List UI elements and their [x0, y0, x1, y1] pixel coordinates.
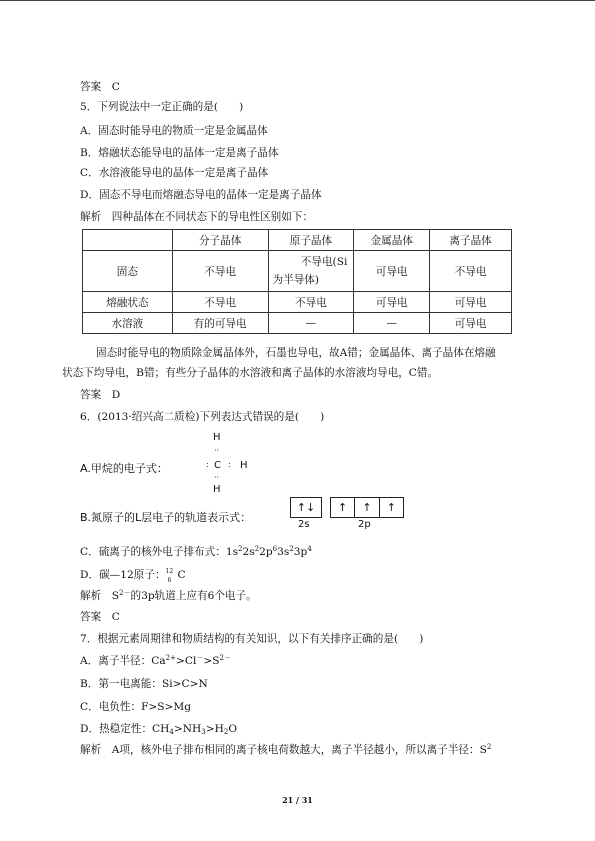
q6-option-a-label: A.甲烷的电子式：	[80, 462, 168, 475]
element-symbol: C	[177, 569, 186, 581]
superscript: 2	[486, 743, 492, 751]
orbital-2p-cell: ↑	[331, 498, 355, 517]
superscript: 6	[272, 545, 278, 553]
mass-number: 12	[165, 568, 174, 575]
orbital-term: 2s	[242, 546, 255, 558]
table-header-cell	[83, 230, 173, 251]
table-row	[83, 251, 512, 292]
q7-option-a-text: A．离子半径：Ca	[80, 655, 166, 667]
orbital-term: 2p	[259, 546, 273, 558]
q6-answer: 答案 C	[80, 611, 120, 623]
table-header-cell: 原子晶体	[268, 230, 354, 251]
lewis-h-right: H	[240, 460, 248, 471]
orbital-term: 3p	[293, 546, 308, 558]
atomic-number: 6	[167, 577, 172, 584]
q7-option-a-text: >Cl	[175, 655, 197, 667]
q5-analysis-intro: 解析 四种晶体在不同状态下的导电性区别如下：	[80, 211, 314, 223]
q6-analysis-text: 的3p轨道上应有6个电子。	[130, 590, 257, 602]
nitrogen-orbital-diagram	[80, 497, 400, 533]
lewis-pair-top: ··	[214, 446, 220, 455]
table-cell: 有的可导电	[172, 313, 268, 334]
superscript: 2	[289, 545, 294, 553]
subscript: 2	[223, 728, 229, 736]
table-cell: 不导电	[172, 292, 268, 313]
q7-option-a	[80, 654, 231, 668]
table-cell: —	[268, 313, 354, 334]
q7-analysis-text: 解析 A项，核外电子排布相同的离子核电荷数越大，离子半径越小，所以离子半径：S	[80, 744, 487, 756]
superscript: 2－	[119, 589, 131, 597]
q7-option-d-text: >H	[205, 723, 224, 735]
subscript: 4	[169, 728, 174, 736]
superscript: 2－	[219, 654, 231, 662]
table-cell: 不导电	[268, 292, 354, 313]
superscript: 4	[307, 545, 312, 553]
q5-option-d: D．固态不导电而熔融态导电的晶体一定是离子晶体	[80, 189, 322, 201]
table-cell: 可导电	[430, 313, 512, 334]
table-header-row	[83, 230, 512, 251]
q6-analysis-text: 解析 S	[80, 590, 120, 602]
subscript: 3	[201, 728, 206, 736]
top-rule	[0, 0, 595, 1]
q7-stem: 7．根据元素周期律和物质结构的有关知识，以下有关排序正确的是( )	[80, 633, 424, 645]
q7-option-c: C．电负性：F>S>Mg	[80, 701, 192, 713]
table-cell: 可导电	[354, 251, 430, 292]
q7-option-d	[80, 722, 237, 736]
q5-option-b: B．熔融状态能导电的晶体一定是离子晶体	[80, 147, 279, 159]
table-row-label: 熔融状态	[83, 292, 173, 313]
orbital-term: 3s	[277, 546, 290, 558]
q5-option-a: A．固态时能导电的物质一定是金属晶体	[80, 125, 268, 137]
table-cell: 不导电	[172, 251, 268, 292]
orbital-2p-cell: ↑	[386, 501, 396, 514]
lewis-h-top: H	[213, 432, 221, 443]
page-number: 21 / 31	[282, 795, 313, 805]
q6-option-c	[80, 545, 312, 559]
table-row	[83, 313, 512, 334]
q7-option-b: B．第一电离能：Si>C>N	[80, 678, 208, 690]
orbital-2s-box	[290, 497, 322, 518]
q7-analysis	[80, 743, 491, 757]
table-cell: 可导电	[430, 292, 512, 313]
table-cell: 可导电	[354, 292, 430, 313]
table-cell: 不导电	[430, 251, 512, 292]
lewis-c: C	[214, 460, 221, 471]
orbital-2p-label: 2p	[358, 519, 371, 530]
q6-option-d	[80, 568, 186, 582]
nuclide-notation	[165, 568, 178, 584]
methane-lewis-structure	[80, 430, 280, 500]
superscript: 2	[254, 545, 260, 553]
q7-option-a-text: >S	[203, 655, 220, 667]
q6-option-c-text: C．硫离子的核外电子排布式：1s	[80, 546, 238, 558]
superscript: 2+	[165, 654, 176, 662]
q6-option-d-text: D．碳—12原子：	[80, 569, 166, 581]
q7-option-d-text: O	[228, 723, 238, 735]
table-header-cell: 金属晶体	[354, 230, 430, 251]
table-row	[83, 292, 512, 313]
q6-stem: 6．(2013·绍兴高二质检)下列表达式错误的是( )	[80, 411, 325, 423]
q5-option-c: C．水溶液能导电的晶体一定是离子晶体	[80, 167, 269, 179]
answer-prev: 答案 C	[80, 81, 120, 93]
table-row-label: 水溶液	[83, 313, 173, 334]
table-cell-line: 为半导体)	[272, 274, 320, 286]
table-header-cell: 分子晶体	[172, 230, 268, 251]
q5-explain-line1: 固态时能导电的物质除金属晶体外，石墨也导电，故A错；金属晶体、离子晶体在熔融	[96, 347, 496, 359]
q5-answer: 答案 D	[80, 389, 121, 401]
lewis-pair-right: :	[228, 460, 231, 469]
orbital-2p-box	[330, 497, 404, 518]
orbital-2s-label: 2s	[298, 519, 310, 530]
lewis-pair-left: :	[206, 460, 209, 469]
q5-stem: 5．下列说法中一定正确的是( )	[80, 101, 244, 113]
lewis-h-bottom: H	[213, 484, 221, 495]
table-row-label: 固态	[83, 251, 173, 292]
orbital-2s-arrows: ↑↓	[296, 501, 316, 514]
table-cell	[268, 251, 354, 292]
q5-explain-line2: 状态下均导电，B错；有些分子晶体的水溶液和离子晶体的水溶液均导电，C错。	[62, 367, 439, 379]
conductivity-table	[82, 229, 512, 334]
table-cell-line: 不导电(Si	[300, 256, 348, 268]
lewis-pair-bottom: ··	[214, 473, 220, 482]
orbital-2p-cell: ↑	[355, 498, 379, 517]
superscript: －	[196, 654, 204, 662]
table-header-cell: 离子晶体	[430, 230, 512, 251]
q7-option-d-text: >NH	[173, 723, 202, 735]
superscript: 2	[238, 545, 243, 553]
table-cell: —	[354, 313, 430, 334]
q7-option-d-text: D．热稳定性：CH	[80, 723, 170, 735]
q6-analysis	[80, 589, 257, 603]
q6-option-b-label: B.氮原子的L层电子的轨道表示式：	[80, 511, 252, 524]
